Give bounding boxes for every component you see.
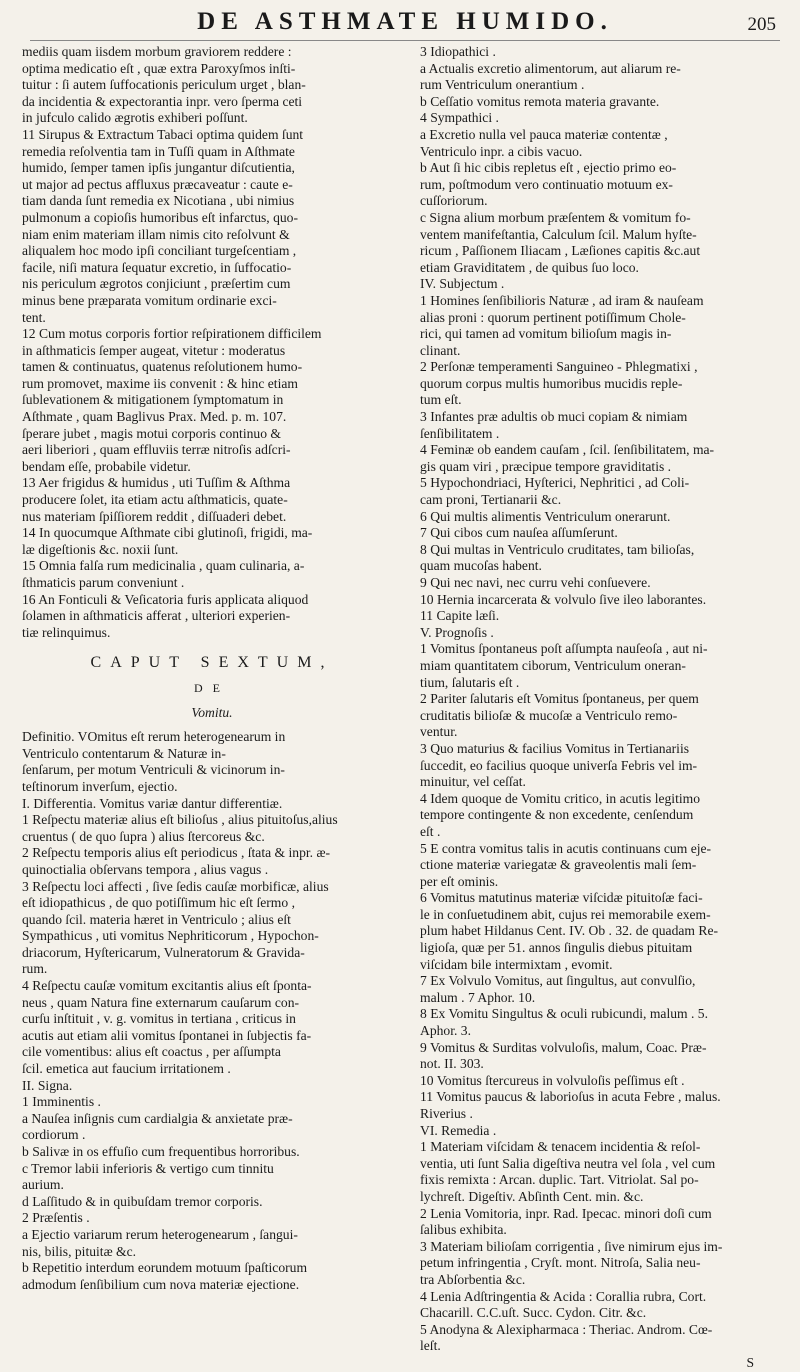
- text-line: rum.: [22, 961, 48, 977]
- text-line: in jufculo calido ægrotis exhiberi poſſunt.: [22, 110, 248, 126]
- text-line: 15 Omnia falſa rum medicinalia , quam culinaria, a-: [22, 558, 305, 574]
- text-line: 4 Lenia Adſtringentia & Acida : Corallia rubra, Cort.: [420, 1288, 707, 1304]
- text-line: 12 Cum motus corporis fortior reſpirationem difficilem: [22, 326, 322, 342]
- text-line: tamen & continuatus, quatenus reſolutionem humo-: [22, 359, 303, 375]
- text-line: facile, niſi matura ſequatur excretio, in ſuffocatio-: [22, 259, 292, 275]
- text-line: admodum ſenſibilium cum nova materiæ ejectione.: [22, 1276, 300, 1292]
- text-line: aliqualem hoc modo ipſi conciliant turgeſcentiam ,: [22, 243, 297, 259]
- text-line: 11 Vomitus paucus & laborioſus in acuta Febre , malus.: [420, 1089, 721, 1105]
- text-line: ctione materiæ variegatæ & graveolentis mali ſem-: [420, 857, 697, 873]
- text-line: 1 Homines ſenſibilioris Naturæ , ad iram & nauſeam: [420, 292, 704, 308]
- text-line: tiæ relinquimus.: [22, 624, 111, 640]
- text-line: I. Differentia. Vomitus variæ dantur differentiæ.: [22, 795, 283, 811]
- text-line: nus materiam ſpiſſiorem reddit , diſſuaderi debet.: [22, 508, 287, 524]
- text-line: ſolamen in aſthmaticis afferat , ulteriori experien-: [22, 608, 291, 624]
- text-line: leſt.: [420, 1338, 441, 1354]
- text-line: 10 Vomitus ſtercureus in volvuloſis peſſimus eſt .: [420, 1072, 685, 1088]
- text-line: remedia reſolventia tam in Tuſſi quam in Aſthmate: [22, 143, 295, 159]
- text-line: tum eſt.: [420, 392, 462, 408]
- text-line: b Ceſſatio vomitus remota materia gravante.: [420, 93, 660, 109]
- text-line: 1 Vomitus ſpontaneus poſt aſſumpta nauſeoſa , aut ni-: [420, 641, 708, 657]
- text-line: bendam eſſe, probabile videtur.: [22, 458, 191, 474]
- right-text-block: [420, 44, 782, 1355]
- text-line: c Signa alium morbum præſentem & vomitum fo-: [420, 209, 691, 225]
- page-header: [30, 8, 780, 41]
- text-line: 1 Materiam viſcidam & tenacem incidentia & reſol-: [420, 1139, 701, 1155]
- text-line: 4 Sympathici .: [420, 110, 499, 126]
- text-line: 2 Lenia Vomitoria, inpr. Rad. Ipecac. minori doſi cum: [420, 1205, 712, 1221]
- text-line: in aſthmaticis ſemper augeat, vitetur : moderatus: [22, 342, 286, 358]
- text-line: 2 Præſentis .: [22, 1210, 90, 1226]
- text-line: d Laſſitudo & in quibuſdam tremor corporis.: [22, 1193, 263, 1209]
- text-line: etiam Graviditatem , de quibus ſuo loco.: [420, 259, 639, 275]
- text-line: a Actualis excretio alimentorum, aut aliarum re-: [420, 60, 681, 76]
- text-line: Sympathicus , uti vomitus Nephriticorum , Hypochon-: [22, 928, 319, 944]
- text-line: 3 Quo maturius & facilius Vomitus in Tertianariis: [420, 740, 690, 756]
- text-line: tent.: [22, 309, 46, 325]
- chapter-subject: Vomitu.: [191, 704, 233, 720]
- text-line: da incidentia & expectorantia inpr. vero ſperma ceti: [22, 93, 303, 109]
- page-number: 205: [747, 14, 776, 35]
- text-line: ventem manifeſtantia, Calculum ſcil. Malum hyſte-: [420, 226, 697, 242]
- text-line: 14 In quocumque Aſthmate cibi glutinoſi, frigidi, ma-: [22, 525, 313, 541]
- left-column: [22, 44, 402, 1292]
- text-line: b Repetitio interdum eorundem motuum ſpaſticorum: [22, 1260, 308, 1276]
- text-line: tiam danda ſunt remedia ex Nicotiana , ubi nimius: [22, 193, 295, 209]
- text-line: malum . 7 Aphor. 10.: [420, 989, 536, 1005]
- text-line: Chacarill. C.C.uſt. Succ. Cydon. Citr. &c.: [420, 1305, 647, 1321]
- text-line: 5 Anodyna & Alexipharmaca : Theriac. Androm. Cœ-: [420, 1321, 713, 1337]
- text-line: cruentus ( de quo ſupra ) alius ſtercoreus &c.: [22, 828, 265, 844]
- text-line: nis periculum ægrotos conjiciunt , præſertim cum: [22, 276, 291, 292]
- text-line: Ventriculo inpr. a cibis vacuo.: [420, 143, 583, 159]
- text-line: per eſt ominis.: [420, 873, 499, 889]
- text-line: cordiorum .: [22, 1127, 86, 1143]
- text-line: 11 Sirupus & Extractum Tabaci optima quidem ſunt: [22, 126, 304, 142]
- text-line: nis, bilis, pituitæ &c.: [22, 1243, 137, 1259]
- text-line: driacorum, Hyſtericarum, Vulneratorum & Gravida-: [22, 944, 305, 960]
- text-line: 9 Qui nec navi, nec curru vehi conſuevere.: [420, 575, 651, 590]
- text-line: rum, poſtmodum vero continuatio motuum ex-: [420, 176, 673, 192]
- text-line: quinoctialia obſervans tempora , alius vagus .: [22, 861, 269, 877]
- text-line: 4 Feminæ ob eandem cauſam , ſcil. ſenſibilitatem, ma-: [420, 442, 715, 458]
- text-line: II. Signa.: [22, 1077, 73, 1093]
- text-line: aurium.: [22, 1177, 64, 1193]
- text-line: alias proni : quorum pertinent potiſſimum Chole-: [420, 309, 686, 325]
- text-line: 4 Idem quoque de Vomitu critico, in acutis legitimo: [420, 790, 701, 806]
- text-line: a Ejectio variarum rerum heterogenearum , ſangui-: [22, 1226, 298, 1242]
- text-line: miam quantitatem ciborum, Ventriculum oneran-: [420, 657, 686, 673]
- text-line: VI. Remedia .: [420, 1122, 497, 1138]
- text-line: quando ſcil. materia hæret in Ventriculo ; alius eſt: [22, 911, 291, 927]
- text-line: ſperare jubet , magis motui corporis continuo &: [22, 425, 281, 441]
- text-line: 2 Reſpectu temporis alius eſt periodicus , ſtata & inpr. æ-: [22, 845, 331, 861]
- text-line: 3 Idiopathici .: [420, 44, 496, 59]
- text-line: minus bene præparata vomitum ordinarie exci-: [22, 292, 277, 308]
- text-line: 6 Vomitus matutinus materiæ viſcidæ pituitoſæ faci-: [420, 890, 703, 906]
- text-line: ſcil. emetica aut faucium irritationem .: [22, 1061, 231, 1077]
- text-line: cile vomentibus: alius eſt coactus , per aſſumpta: [22, 1044, 281, 1060]
- text-line: Riverius .: [420, 1106, 473, 1121]
- text-line: tium, ſalutaris eſt .: [420, 674, 520, 690]
- text-line: Aphor. 3.: [420, 1023, 471, 1039]
- text-line: acutis aut etiam alii vomitus ſpontanei in ſubjectis fa-: [22, 1027, 312, 1043]
- text-line: curſu inſtituit , v. g. vomitus in tertiana , criticus in: [22, 1011, 296, 1027]
- text-line: læ digeſtionis &c. noxii ſunt.: [22, 541, 179, 557]
- text-line: teſtinorum inverſum, ejectio.: [22, 778, 178, 794]
- text-line: 2 Perſonæ temperamenti Sanguineo - Phlegmatixi ,: [420, 359, 698, 375]
- text-line: a Nauſea inſignis cum cardialgia & anxietate præ-: [22, 1110, 293, 1126]
- left-text-block: [22, 44, 402, 641]
- text-line: ventia, uti ſunt Salia digeſtiva neutra vel ſola , vel cum: [420, 1155, 716, 1171]
- text-line: optima medicatio eſt , quæ extra Paroxyſmos inſti-: [22, 60, 296, 76]
- text-line: 1 Reſpectu materiæ alius eſt bilioſus , alius pituitoſus,alius: [22, 812, 338, 828]
- catchword: S: [746, 1354, 754, 1370]
- text-line: 6 Qui multis alimentis Ventriculum onerarunt.: [420, 508, 671, 524]
- left-text-block-2: [22, 729, 402, 1293]
- text-line: ſublevationem & mitigationem ſymptomatum in: [22, 392, 284, 408]
- chapter-title: CAPUT SEXTUM,: [90, 654, 334, 672]
- text-line: rum Ventriculum onerantium .: [420, 77, 585, 93]
- running-head: DE ASTHMATE HUMIDO.: [197, 8, 613, 35]
- text-line: rici, qui tamen ad vomitum bilioſum magis in-: [420, 326, 672, 342]
- text-line: ventur.: [420, 724, 458, 740]
- text-line: ricum , Paſſionem Iliacam , Læſiones capitis &c.aut: [420, 243, 701, 259]
- text-line: humido, ſemper tamen ipſis jungantur diſcutientia,: [22, 160, 295, 176]
- text-line: 5 Hypochondriaci, Hyſterici, Nephritici , ad Coli-: [420, 475, 690, 491]
- text-line: ſenſarum, per motum Ventriculi & vicinorum in-: [22, 762, 285, 778]
- text-line: quorum corpus multis humoribus mucidis reple-: [420, 375, 683, 391]
- text-line: 8 Ex Vomitu Singultus & oculi rubicundi, malum . 5.: [420, 1006, 708, 1022]
- text-line: cuſſoriorum.: [420, 193, 488, 209]
- text-line: 5 E contra vomitus talis in acutis continuans cum eje-: [420, 840, 712, 856]
- text-line: 7 Qui cibos cum nauſea aſſumſerunt.: [420, 525, 618, 541]
- text-line: ſuccedit, eo facilius quoque univerſa Febris vel im-: [420, 757, 698, 773]
- text-line: 1 Imminentis .: [22, 1094, 101, 1110]
- text-line: mediis quam iisdem morbum graviorem reddere :: [22, 44, 292, 59]
- text-line: pulmonum a copioſis humoribus eſt infarctus, quo-: [22, 209, 298, 225]
- text-line: 11 Capite læſi.: [420, 608, 500, 624]
- text-line: cruditatis bilioſæ & mucoſæ a Ventriculo remo-: [420, 707, 678, 723]
- text-line: 2 Pariter ſalutaris eſt Vomitus ſpontaneus, per quem: [420, 691, 699, 707]
- text-line: IV. Subjectum .: [420, 276, 505, 292]
- text-line: 3 Materiam bilioſam corrigentia , ſive nimirum ejus im-: [420, 1238, 723, 1254]
- text-line: 8 Qui multas in Ventriculo cruditates, tam bilioſas,: [420, 541, 695, 557]
- text-line: eſt .: [420, 823, 441, 839]
- text-line: niam enim materiam illam nimis cito reſolvunt &: [22, 226, 290, 242]
- text-line: quam mucoſas habent.: [420, 558, 542, 574]
- text-line: le in conſuetudinem abit, cujus rei memorabile exem-: [420, 906, 711, 922]
- text-line: 4 Reſpectu cauſæ vomitum excitantis alius eſt ſponta-: [22, 978, 312, 994]
- text-line: ligioſa, quæ per 51. annos ſingulis diebus pituitam: [420, 940, 693, 956]
- text-line: neus , quam Natura fine externarum cauſarum con-: [22, 994, 300, 1010]
- text-line: 16 An Fonticuli & Veſicatoria furis applicata aliquod: [22, 591, 309, 607]
- text-line: b Aut ſi hic cibis repletus eſt , ejectio primo eo-: [420, 160, 677, 176]
- text-line: clinant.: [420, 342, 461, 358]
- text-line: a Excretio nulla vel pauca materiæ contentæ ,: [420, 126, 668, 142]
- text-line: gis quam viri , præcipue tempore graviditatis .: [420, 458, 672, 474]
- text-line: 3 Infantes præ adultis ob muci copiam & nimiam: [420, 409, 688, 425]
- text-line: 9 Vomitus & Surditas volvuloſis, malum, Coac. Præ-: [420, 1039, 707, 1055]
- text-line: plum habet Hildanus Cent. IV. Ob . 32. de quadam Re-: [420, 923, 719, 939]
- text-line: V. Prognoſis .: [420, 624, 494, 640]
- text-line: 13 Aer frigidus & humidus , uti Tuſſim & Aſthma: [22, 475, 291, 491]
- text-line: 3 Reſpectu loci affecti , ſive ſedis cauſæ morbificæ, alius: [22, 878, 329, 894]
- text-line: 10 Hernia incarcerata & volvulo ſive ileo laborantes.: [420, 591, 707, 607]
- text-line: viſcidam bile intermixtam , evomit.: [420, 956, 613, 972]
- text-line: rum promovet, maxime iis convenit : & hinc etiam: [22, 375, 298, 391]
- text-line: Aſthmate , quam Baglivus Prax. Med. p. m. 107.: [22, 409, 287, 425]
- text-line: tempore contingente & non excedente, cenſendum: [420, 807, 694, 823]
- text-line: minuitur, vel ceſſat.: [420, 774, 526, 790]
- right-column: [420, 44, 782, 1370]
- text-line: Ventriculo contentarum & Naturæ in-: [22, 745, 226, 761]
- text-line: 7 Ex Volvulo Vomitus, aut ſingultus, aut convulſio,: [420, 973, 696, 989]
- text-line: c Tremor labii inferioris & vertigo cum tinnitu: [22, 1160, 274, 1176]
- text-line: Definitio. VOmitus eſt rerum heterogenearum in: [22, 729, 286, 745]
- text-line: lychreſt. Digeſtiv. Abſinth Cent. min. &c.: [420, 1188, 644, 1204]
- text-line: tra Abſorbentia &c.: [420, 1271, 526, 1287]
- text-line: ut major ad pectus affluxus præcaveatur : caute e-: [22, 176, 293, 192]
- text-line: tuitur : ſi autem ſuffocationis periculum urget , blan-: [22, 77, 306, 93]
- text-line: ſthmaticis parum conveniunt .: [22, 575, 185, 590]
- text-line: fixis remixta : Arcan. duplic. Tart. Vitriolat. Sal po-: [420, 1172, 699, 1188]
- text-line: producere ſolet, ita etiam actu aſthmaticis, quate-: [22, 492, 288, 508]
- text-line: b Salivæ in os effuſio cum frequentibus horroribus.: [22, 1144, 300, 1159]
- text-line: ſenſibilitatem .: [420, 425, 500, 441]
- text-line: cam proni, Tertianarii &c.: [420, 492, 562, 508]
- text-line: ſalibus exhibita.: [420, 1222, 507, 1238]
- text-line: not. II. 303.: [420, 1056, 484, 1072]
- text-line: aeri liberiori , quam effluviis terræ nitroſis adſcri-: [22, 442, 291, 458]
- text-line: eſt idiopathicus , de quo potiſſimum hic eſt ſermo ,: [22, 895, 295, 911]
- chapter-de: DE: [194, 680, 230, 695]
- text-line: petum infringentia , Cryſt. mont. Nitroſa, Salia neu-: [420, 1255, 701, 1271]
